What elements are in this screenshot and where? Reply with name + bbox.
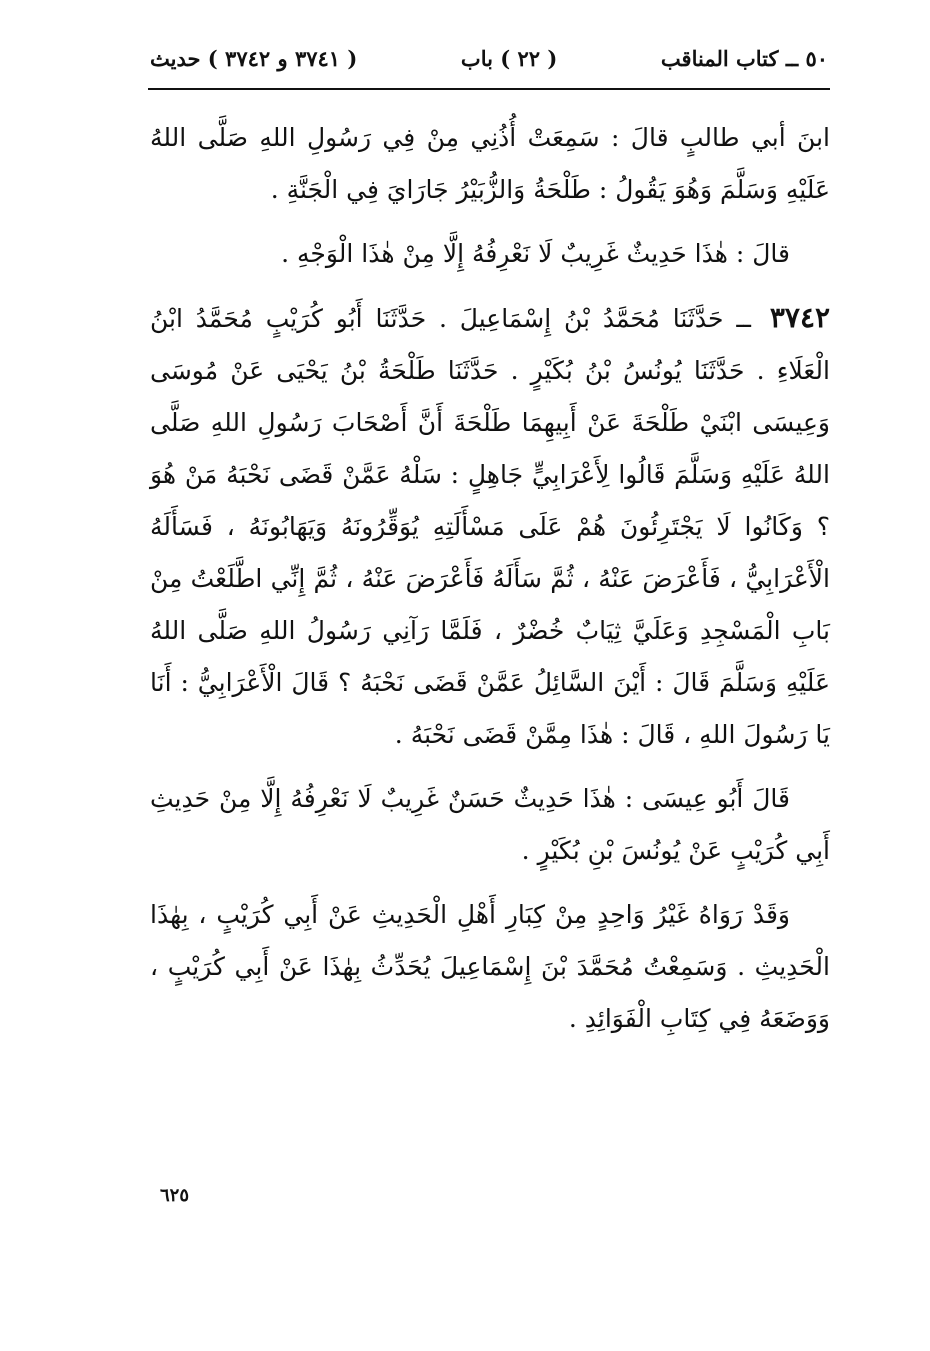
hadith-number: ٣٧٤٢: [769, 301, 831, 334]
main-text: [150, 112, 830, 1057]
running-header: [150, 38, 828, 78]
paragraph-4: قَالَ أَبُو عِيسَى : هٰذَا حَدِيثٌ حَسَنٌ غَرِيبٌ لَا نَعْرِفُهُ إِلَّا مِنْ حَدِيثِ أَبِي كُرَيْبٍ عَنْ يُونُسَ بْنِ بُكَيْرٍ .: [150, 784, 830, 865]
hadith-text: ــ حَدَّثَنَا مُحَمَّدُ بْنُ إِسْمَاعِيلَ . حَدَّثَنَا أَبُو كُرَيْبٍ مُحَمَّدُ ابْنُ الْعَلَاءِ . حَدَّثَنَا يُونُسُ بْنُ بُكَيْرٍ . حَدَّثَنَا طَلْحَةُ بْنُ يَحْيَى عَنْ مُوسَى وَعِيسَى ابْنَيْ طَلْحَةَ عَنْ أَبِيهِمَا طَلْحَةَ أَنَّ أَصْحَابَ رَسُولِ اللهِ صَلَّى اللهُ عَلَيْهِ وَسَلَّمَ قَالُوا لِأَعْرَابِيٍّ جَاهِلٍ : سَلْهُ عَمَّنْ قَضَى نَحْبَهُ مَنْ هُوَ ؟ وَكَانُوا لَا يَجْتَرِئُونَ هُمْ عَلَى مَسْأَلَتِهِ يُوَقِّرُونَهُ وَيَهَابُونَهُ ، فَسَأَلَهُ الْأَعْرَابِيُّ ، فَأَعْرَضَ عَنْهُ ، ثُمَّ سَأَلَهُ فَأَعْرَضَ عَنْهُ ، ثُمَّ إِنِّي اطَّلَعْتُ مِنْ بَابِ الْمَسْجِدِ وَعَلَيَّ ثِيَابٌ خُضْرٌ ، فَلَمَّا رَآنِي رَسُولُ اللهِ صَلَّى اللهُ عَلَيْهِ وَسَلَّمَ قَالَ : أَيْنَ السَّائِلُ عَمَّنْ قَضَى نَحْبَهُ ؟ قَالَ الْأَعْرَابِيُّ : أَنَا يَا رَسُولَ اللهِ ، قَالَ : هٰذَا مِمَّنْ قَضَى نَحْبَهُ .: [150, 304, 830, 749]
paragraph-1: ابنَ أبي طالبٍ قالَ : سَمِعَتْ أُذُنِي مِنْ فِي رَسُولِ اللهِ صَلَّى اللهُ عَلَيْهِ وَسَلَّمَ وَهُوَ يَقُولُ : طَلْحَةُ وَالزُّبَيْرُ جَارَايَ فِي الْجَنَّةِ .: [150, 123, 830, 204]
header-hadith-range: ( ٣٧٤١ و ٣٧٤٢ ) حديث: [150, 45, 358, 71]
paragraph-2: قالَ : هٰذَا حَدِيثٌ غَرِيبٌ لَا نَعْرِفُهُ إِلَّا مِنْ هٰذَا الْوَجْهِ .: [281, 239, 790, 268]
header-divider: [148, 88, 830, 90]
header-chapter: ٥٠ ــ كتاب المناقب: [660, 45, 828, 71]
page-number: ٦٢٥: [160, 1185, 190, 1206]
paragraph-5: وَقَدْ رَوَاهُ غَيْرُ وَاحِدٍ مِنْ كِبَارِ أَهْلِ الْحَدِيثِ عَنْ أَبِي كُرَيْبٍ ، بِهٰذَا الْحَدِيثِ . وَسَمِعْتُ مُحَمَّدَ بْنَ إِسْمَاعِيلَ يُحَدِّثُ بِهٰذَا عَنْ أَبِي كُرَيْبٍ ، وَوَضَعَهُ فِي كِتَابِ الْفَوَائِدِ .: [150, 900, 830, 1033]
hadith-paragraph: [150, 292, 830, 761]
header-section: ( ٢٢ ) باب: [460, 45, 558, 71]
